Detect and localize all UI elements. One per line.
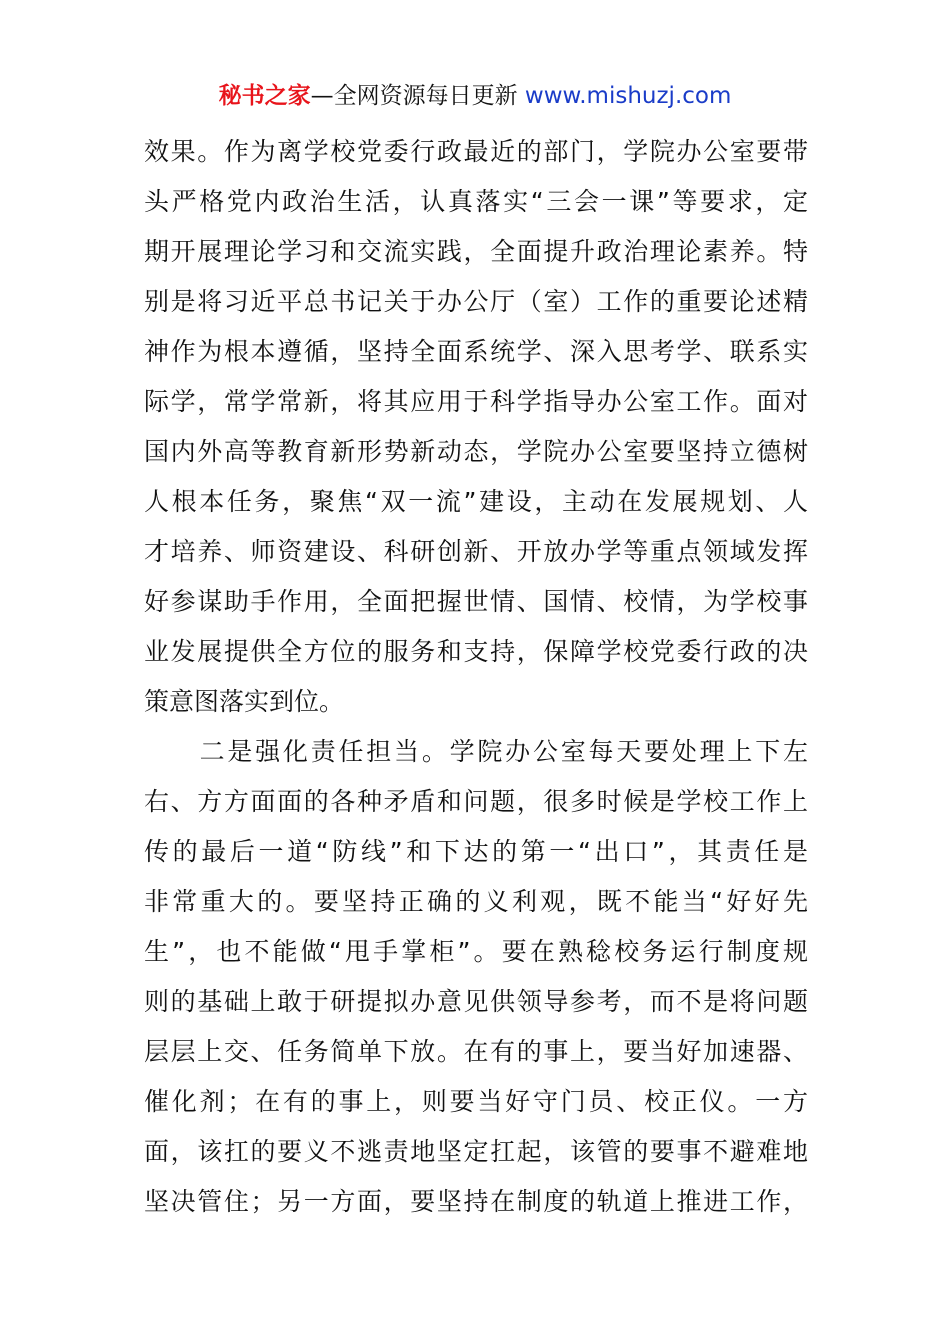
- text-line: 好参谋助手作用，全面把握世情、国情、校情，为学校事: [144, 587, 808, 616]
- text-line: 神作为根本遵循，坚持全面系统学、深入思考学、联系实: [144, 337, 808, 366]
- text-line: 人根本任务，聚焦“双一流”建设，主动在发展规划、人: [144, 487, 808, 516]
- text-line: 头严格党内政治生活，认真落实“三会一课”等要求，定: [144, 187, 808, 216]
- text-line: 才培养、师资建设、科研创新、开放办学等重点领域发挥: [144, 537, 808, 566]
- text-line: 期开展理论学习和交流实践，全面提升政治理论素养。特: [144, 237, 808, 266]
- brand-name: 秘书之家: [218, 83, 311, 109]
- document-body: [144, 127, 808, 1227]
- text-line: 效果。作为离学校党委行政最近的部门，学院办公室要带: [144, 137, 808, 166]
- text-line: 生”，也不能做“甩手掌柜”。要在熟稔校务运行制度规: [144, 937, 808, 966]
- page-header: [0, 79, 950, 113]
- site-url-link[interactable]: www.mishuzj.com: [524, 83, 732, 109]
- text-line: 际学，常学常新，将其应用于科学指导办公室工作。面对: [144, 387, 808, 416]
- text-line: 二是强化责任担当。学院办公室每天要处理上下左: [144, 737, 808, 766]
- text-line: 催化剂；在有的事上，则要当好守门员、校正仪。一方: [144, 1087, 808, 1116]
- text-line: 别是将习近平总书记关于办公厅（室）工作的重要论述精: [144, 287, 808, 316]
- text-line: 面，该扛的要义不逃责地坚定扛起，该管的要事不避难地: [144, 1137, 808, 1166]
- text-line: 策意图落实到位。: [144, 687, 345, 716]
- text-line: 业发展提供全方位的服务和支持，保障学校党委行政的决: [144, 637, 808, 666]
- text-line: 传的最后一道“防线”和下达的第一“出口”，其责任是: [144, 837, 808, 866]
- text-line: 非常重大的。要坚持正确的义利观，既不能当“好好先: [144, 887, 808, 916]
- text-line: 层层上交、任务简单下放。在有的事上，要当好加速器、: [144, 1037, 808, 1066]
- text-line: 国内外高等教育新形势新动态，学院办公室要坚持立德树: [144, 437, 808, 466]
- text-line: 坚决管住；另一方面，要坚持在制度的轨道上推进工作，: [144, 1187, 808, 1216]
- header-tagline: —全网资源每日更新: [310, 83, 518, 109]
- text-line: 则的基础上敢于研提拟办意见供领导参考，而不是将问题: [144, 987, 808, 1016]
- text-line: 右、方方面面的各种矛盾和问题，很多时候是学校工作上: [144, 787, 808, 816]
